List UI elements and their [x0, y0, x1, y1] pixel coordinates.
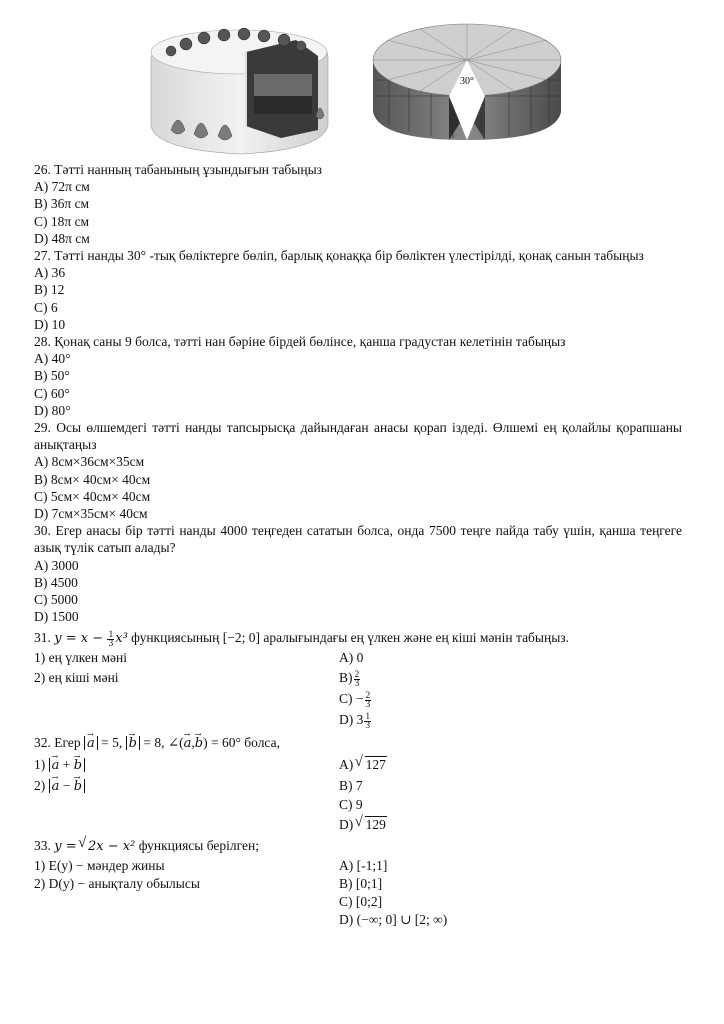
cake-model-diagram	[369, 22, 565, 142]
questions	[34, 161, 682, 929]
option: B) 50°	[34, 368, 70, 384]
fraction: $\frac{2}{3}$	[354, 669, 360, 689]
question-27: 27. Тәтті нанды 30° -тық бөліктерге бөліп, барлық қонаққа бір бөліктен үлестірілді, қонақ санын табыңыз	[34, 248, 644, 264]
option: A) 36	[34, 265, 66, 281]
q32-row-1: 1) → a + → b A) √ 127	[34, 754, 682, 775]
q32-row-3: C) 9	[339, 797, 363, 813]
question-32: 32. Егер → a = 5, → b = 8, ∠(→ a,→ b) = 60° болса,	[34, 732, 682, 754]
q32-row-4: D) √ 129	[34, 814, 682, 835]
option: D) 10	[34, 316, 66, 332]
option: A) 72π см	[34, 179, 90, 195]
document-page	[34, 0, 682, 928]
option: A) 40°	[34, 351, 71, 367]
option: C) 5см× 40см× 40см	[34, 488, 151, 504]
sqrt: √ 129	[357, 814, 387, 835]
q33-row-1: 1) E(y) − мәндер жины A) [-1;1]	[34, 858, 388, 874]
question-29: 29. Осы өлшемдегі тәтті нанды тапсырысқа дайындаған анасы қорап іздеді. Өлшемі ең қолайлы қорапшаны анықтаңыз	[34, 420, 682, 453]
fraction: $\frac{1}{3}$	[365, 711, 371, 731]
option: D) 7см×35см× 40см	[34, 506, 148, 522]
question-28: 28. Қонақ саны 9 болса, тәтті нан бәріне бірдей бөлінсе, қанша градустан келетінін табыңыз	[34, 334, 566, 350]
q31-row-2: 2) ең кіші мәні B) $\frac{2}{3}$	[34, 669, 360, 689]
question-31: 31. y = x − $\frac{1}{3}$ x³ функциясының [−2; 0] аралығындағы ең үлкен және ең кіші мәнін табыңыз.	[34, 629, 569, 649]
question-26: 26. Тәтті нанның табанының ұзындығын табыңыз	[34, 162, 323, 177]
sqrt: √ 127	[357, 754, 387, 775]
fraction: $\frac{1}{3}$	[108, 629, 114, 649]
option: D) 1500	[34, 609, 79, 625]
option: C) 6	[34, 299, 58, 315]
question-33: 33. y = √ 2x − x² функциясы берілген;	[34, 835, 682, 857]
option: C) 60°	[34, 385, 70, 401]
option: B) 12	[34, 282, 65, 298]
q33-row-4: D) (−∞; 0] ∪ [2; ∞)	[339, 912, 448, 928]
option: B) 36π см	[34, 196, 90, 212]
q31-row-3: C) − $\frac{2}{3}$	[339, 690, 371, 710]
question-30: 30. Егер анасы бір тәтті нанды 4000 теңгеден сататын болса, онда 7500 теңге пайда табу үшін, қанша теңгеге азық түлік сатып алады?	[34, 523, 682, 556]
option: D) 48π см	[34, 230, 90, 246]
figures-area	[34, 0, 682, 160]
option: A) 3000	[34, 557, 79, 573]
q33-row-2: 2) D(y) − анықталу обылысы B) [0;1]	[34, 876, 383, 892]
q31-row-4: D) 3 $\frac{1}{3}$	[339, 711, 371, 731]
option: D) 80°	[34, 402, 71, 418]
option: B) 8см× 40см× 40см	[34, 471, 151, 487]
option: B) 4500	[34, 574, 78, 590]
sqrt: √ 2x − x²	[80, 835, 135, 857]
q33-row-3: C) [0;2]	[339, 894, 383, 910]
fraction: $\frac{2}{3}$	[365, 690, 371, 710]
q31-row-1: 1) ең үлкен мәні A) 0	[34, 650, 364, 666]
option: C) 5000	[34, 592, 78, 608]
q32-row-2: 2) → a − → b B) 7	[34, 775, 682, 796]
sliced-cake-photo	[146, 18, 331, 156]
angle-label: 30°	[460, 76, 474, 87]
option: C) 18π см	[34, 213, 90, 229]
option: A) 8см×36см×35см	[34, 454, 145, 470]
